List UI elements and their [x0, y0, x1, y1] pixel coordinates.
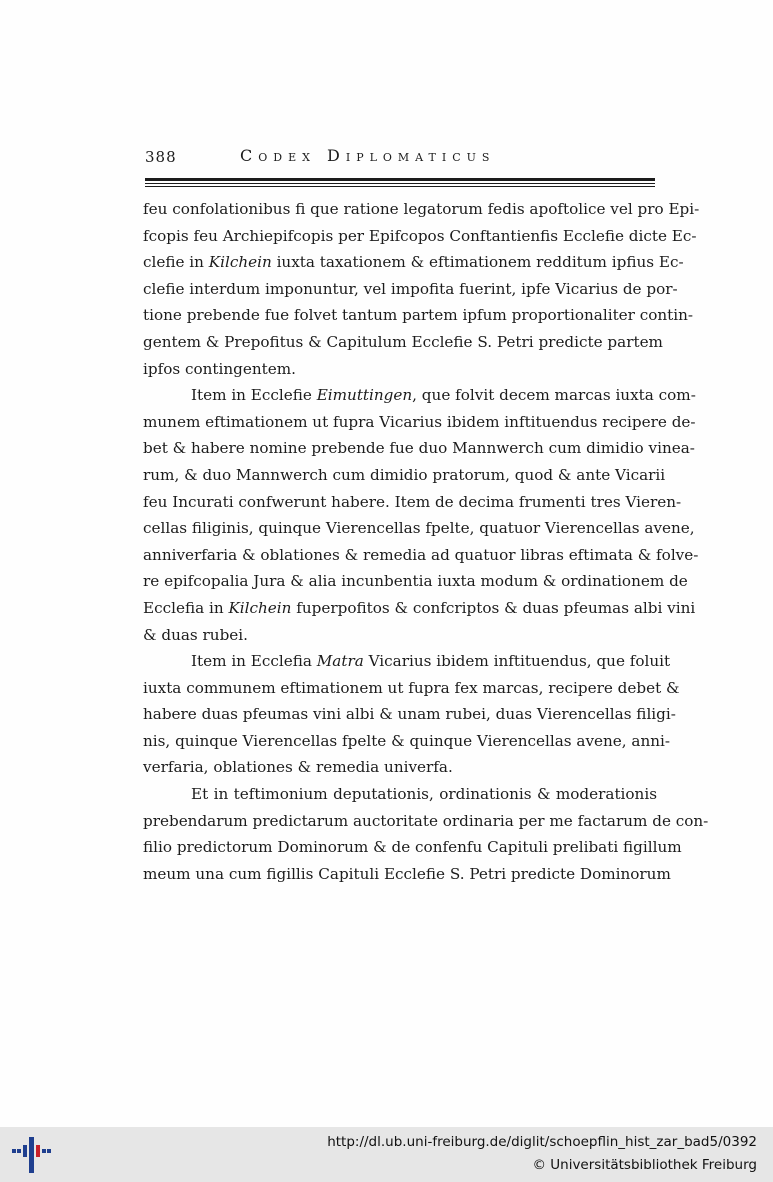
text-line — [143, 249, 684, 276]
text-segment: Ecclefia in — [143, 598, 229, 617]
body-text — [143, 196, 709, 887]
text-segment: fuperpofitos & confcriptos & duas pfeumas albi vini — [291, 598, 696, 617]
footer-url-link[interactable]: http://dl.ub.uni-freiburg.de/diglit/schoepflin_hist_zar_bad5/0392 — [327, 1134, 757, 1150]
header-rule-thick — [145, 178, 655, 181]
text-line: munem eftimationem ut fupra Vicarius ibidem inftituendus recipere de- — [143, 412, 696, 431]
text-line: feu Incurati confwerunt habere. Item de decima frumenti tres Vieren- — [143, 492, 682, 511]
text-line: rum, & duo Mannwerch cum dimidio pratorum, quod & ante Vicarii — [143, 465, 666, 484]
text-line: cellas filiginis, quinque Vierencellas fpelte, quatuor Vierencellas avene, — [143, 519, 695, 538]
text-line: Et in teftimonium deputationis, ordinationis & moderationis — [191, 785, 657, 804]
text-line: nis, quinque Vierencellas fpelte & quinque Vierencellas avene, anni- — [143, 731, 671, 750]
text-line: prebendarum predictarum auctoritate ordinaria per me factarum de con- — [143, 811, 709, 830]
text-line — [143, 595, 696, 622]
text-line: feu confolationibus fi que ratione legatorum fedis apoftolice vel pro Epi- — [143, 200, 700, 218]
text-segment: Vicarius ibidem inftituendus, que foluit — [363, 652, 671, 671]
header-rule-thin — [145, 183, 655, 184]
paragraph-4 — [143, 781, 709, 887]
text-line: anniverfaria & oblationes & remedia ad quatuor libras eftimata & folve- — [143, 545, 699, 564]
text-line: clefie interdum imponuntur, vel impofita fuerint, ipfe Vicarius de por- — [143, 279, 678, 298]
text-line: bet & habere nomine prebende fue duo Mannwerch cum dimidio vinea- — [143, 439, 695, 458]
ub-freiburg-logo-icon[interactable] — [12, 1137, 52, 1173]
text-line: iuxta communem eftimationem ut fupra fex marcas, recipere debet & — [143, 678, 680, 697]
text-segment: Item in Ecclefia — [191, 652, 317, 671]
footer-copyright: © Universitätsbibliothek Freiburg — [532, 1157, 757, 1173]
text-line — [143, 382, 696, 409]
text-line: & duas rubei. — [143, 625, 248, 644]
header-rule-thin-lower — [145, 186, 655, 187]
page-number: 388 — [145, 148, 177, 166]
text-line: verfaria, oblationes & remedia univerfa. — [143, 758, 453, 777]
text-segment: , que folvit decem marcas iuxta com- — [412, 386, 696, 405]
text-segment: clefie in — [143, 253, 209, 272]
text-line: meum una cum figillis Capituli Ecclefie S. Petri predicte Dominorum — [143, 864, 671, 883]
text-line — [143, 648, 671, 675]
text-line: habere duas pfeumas vini albi & unam rubei, duas Vierencellas filigi- — [143, 705, 676, 724]
place-name: Kilchein — [208, 253, 272, 272]
paragraph-1 — [143, 196, 700, 382]
text-line: ipfos contingentem. — [143, 359, 296, 378]
text-line: re epifcopalia Jura & alia incunbentia iuxta modum & ordinationem de — [143, 572, 688, 591]
footer-bar — [0, 1127, 773, 1182]
text-segment: iuxta taxationem & eftimationem redditum ipfius Ec- — [271, 253, 684, 272]
text-line: fcopis feu Archiepifcopis per Epifcopos Conftantienfis Ecclefie dicte Ec- — [143, 226, 697, 245]
place-name: Eimuttingen — [316, 386, 413, 405]
place-name: Kilchein — [228, 598, 292, 617]
text-line: tione prebende fue folvet tantum partem ipfum proportionaliter contin- — [143, 306, 694, 325]
text-line: gentem & Prepofitus & Capitulum Ecclefie S. Petri predicte partem — [143, 332, 663, 351]
paragraph-3 — [143, 648, 680, 781]
text-segment: Item in Ecclefie — [191, 386, 317, 405]
paragraph-2 — [143, 382, 699, 648]
running-title: Codex Diplomaticus — [240, 146, 496, 165]
place-name: Matra — [316, 652, 364, 671]
page-header — [145, 146, 655, 170]
logo-graphic — [12, 1137, 52, 1173]
text-line: filio predictorum Dominorum & de confenfu Capituli prelibati figillum — [143, 838, 682, 857]
